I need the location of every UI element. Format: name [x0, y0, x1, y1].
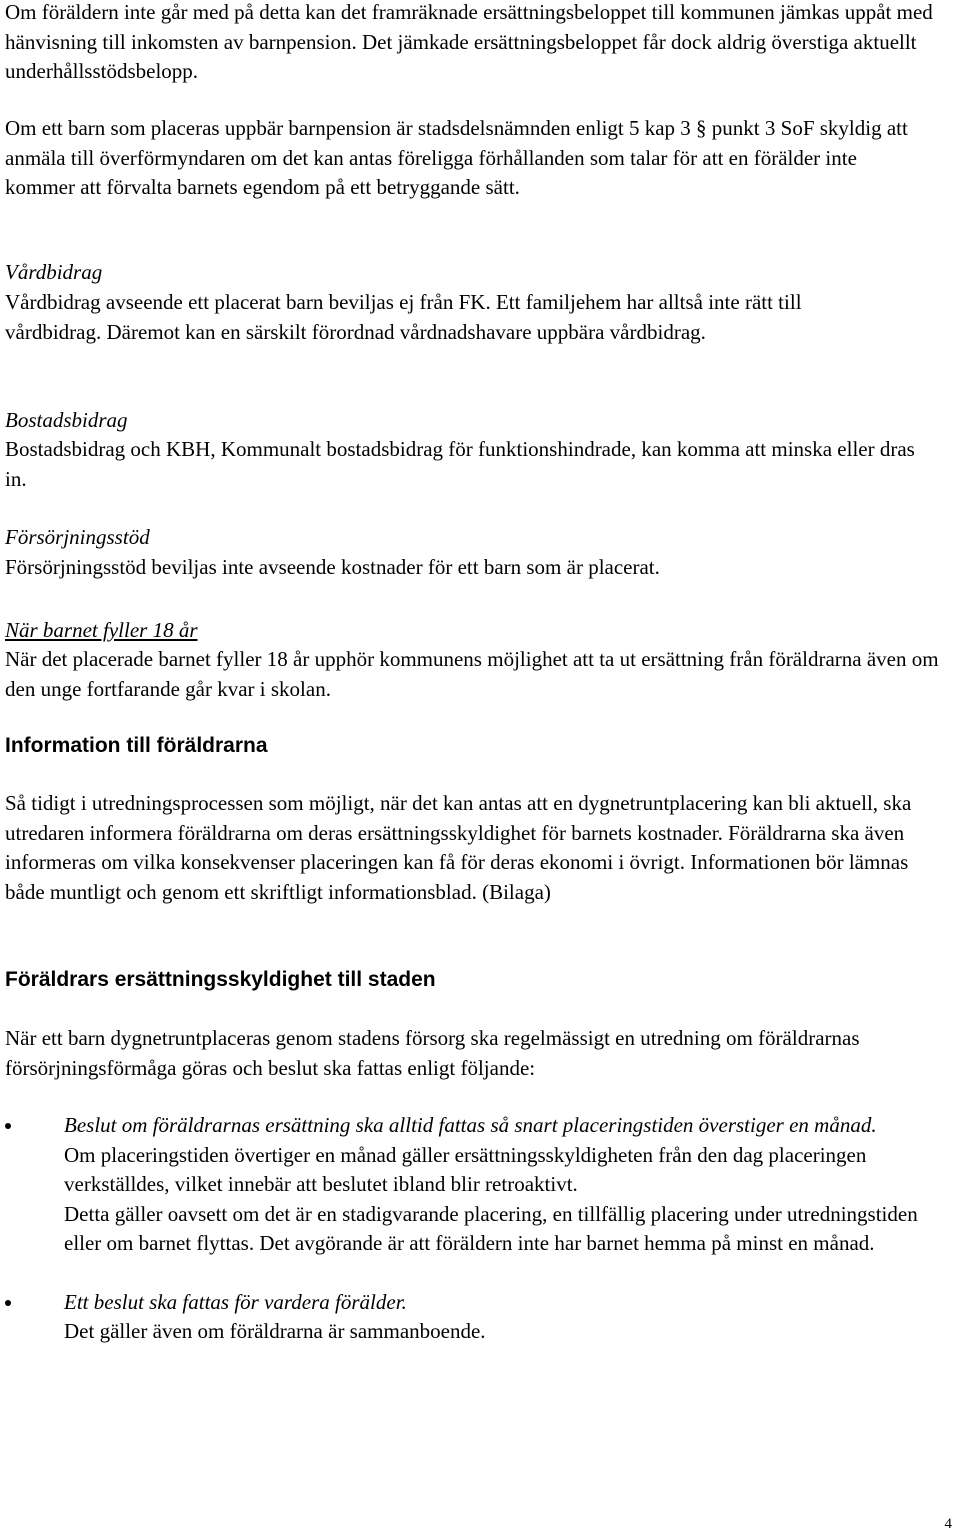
- paragraph-vardbidrag: Vårdbidrag avseende ett placerat barn beviljas ej från FK. Ett familjehem har alltså inte rätt till vårdbidrag. Däremot kan en särskilt förordnad vårdnadshavare uppbära vårdbidrag.: [5, 290, 802, 344]
- decision-list: [5, 1111, 950, 1347]
- bullet-italic-text: Beslut om föräldrarnas ersättning ska alltid fattas så snart placeringstiden överstiger en månad.: [64, 1113, 877, 1137]
- page-number: 4: [944, 1516, 952, 1532]
- section-title-fyller18: När barnet fyller 18 år: [5, 618, 198, 642]
- paragraph-bostadsbidrag: Bostadsbidrag och KBH, Kommunalt bostadsbidrag för funktionshindrade, kan komma att minska eller dras in.: [5, 437, 915, 491]
- paragraph-forsorjningsstod: Försörjningsstöd beviljas inte avseende kostnader för ett barn som är placerat.: [5, 555, 660, 579]
- bullet-icon: [5, 1300, 11, 1306]
- bullet-text: Det gäller även om föräldrarna är sammanboende.: [64, 1319, 486, 1343]
- paragraph-information: Så tidigt i utredningsprocessen som möjligt, när det kan antas att en dygnetruntplacering kan bli aktuell, ska utredaren informera föräldrarna om deras ersättningsskyldighet för barnets kostnader. Föräldrarna ska även informeras om vilka konsekvenser placeringen kan få för deras ekonomi i övrigt. Informationen bör lämnas både muntligt och genom ett skriftligt informationsblad. (Bilaga): [5, 791, 912, 904]
- bullet-text: Detta gäller oavsett om det är en stadigvarande placering, en tillfällig placering under utredningstiden eller om barnet flyttas. Det avgörande är att föräldern inte har barnet hemma på minst en månad.: [64, 1201, 918, 1255]
- paragraph-fyller18: När det placerade barnet fyller 18 år upphör kommunens möjlighet att ta ut ersättning från föräldrarna även om den unge fortfarande går kvar i skolan.: [5, 647, 939, 701]
- bullet-icon: [5, 1123, 11, 1129]
- section-title-bostadsbidrag: Bostadsbidrag: [5, 408, 128, 432]
- bullet-text: Om placeringstiden övertiger en månad gäller ersättningsskyldigheten från den dag placeringen verkställdes, vilket innebär att beslutet ibland blir retroaktivt.: [64, 1142, 867, 1196]
- list-item: [5, 1288, 950, 1347]
- heading-information: Information till föräldrarna: [5, 734, 268, 757]
- section-title-vardbidrag: Vårdbidrag: [5, 260, 103, 284]
- list-item: [5, 1111, 950, 1259]
- heading-ersattningsskyldighet: Föräldrars ersättningsskyldighet till staden: [5, 968, 436, 991]
- paragraph-ersattningsskyldighet-intro: När ett barn dygnetruntplaceras genom stadens försorg ska regelmässigt en utredning om föräldrarnas försörjningsförmåga göras och beslut ska fattas enligt följande:: [5, 1026, 860, 1080]
- bullet-italic-text: Ett beslut ska fattas för vardera förälder.: [64, 1289, 407, 1314]
- paragraph-jamkning: Om föräldern inte går med på detta kan det framräknade ersättningsbeloppet till kommunen jämkas uppåt med hänvisning till inkomsten av barnpension. Det jämkade ersättningsbeloppet får dock aldrig överstiga aktuellt underhållsstödsbelopp.: [5, 0, 933, 83]
- section-title-forsorjningsstod: Försörjningsstöd: [5, 525, 150, 549]
- paragraph-barnpension: Om ett barn som placeras uppbär barnpension är stadsdelsnämnden enligt 5 kap 3 § punkt 3 SoF skyldig att anmäla till överförmyndaren om det kan antas föreligga förhållanden som talar för att en förälder inte kommer att förvalta barnets egendom på ett betryggande sätt.: [5, 116, 908, 199]
